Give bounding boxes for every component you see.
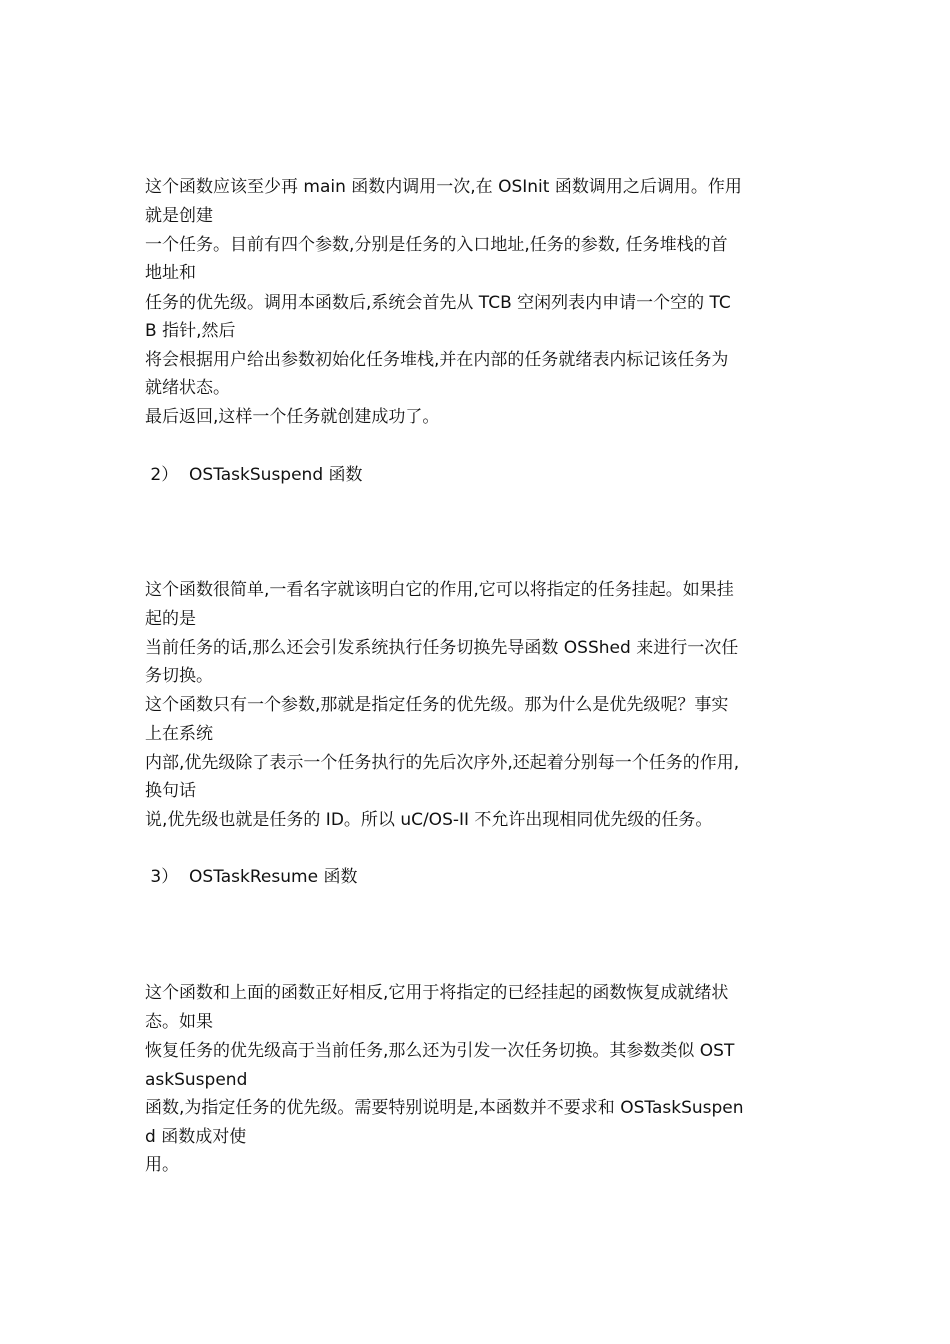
paragraph-line: B 指针,然后	[145, 321, 236, 341]
paragraph-line: 当前任务的话,那么还会引发系统执行任务切换先导函数 OSShed 来进行一次任	[145, 638, 739, 658]
paragraph-line: 起的是	[145, 609, 196, 629]
paragraph-line: 就是创建	[145, 206, 213, 226]
paragraph-line: 地址和	[145, 263, 196, 283]
section-heading: 2） OSTaskSuspend 函数	[145, 465, 363, 485]
paragraph-line: 这个函数和上面的函数正好相反,它用于将指定的已经挂起的函数恢复成就绪状	[145, 983, 729, 1003]
paragraph-line: 就绪状态。	[145, 378, 230, 398]
section-heading: 3） OSTaskResume 函数	[145, 867, 358, 887]
paragraph-line: askSuspend	[145, 1070, 248, 1090]
paragraph-line: d 函数成对使	[145, 1127, 247, 1147]
paragraph-line: 函数,为指定任务的优先级。需要特别说明是,本函数并不要求和 OSTaskSuspen	[145, 1098, 744, 1118]
paragraph-line: 务切换。	[145, 666, 213, 686]
paragraph-line: 说,优先级也就是任务的 ID。所以 uC/OS-II 不允许出现相同优先级的任务。	[145, 810, 713, 830]
paragraph-line: 上在系统	[145, 724, 213, 744]
paragraph-line: 这个函数只有一个参数,那就是指定任务的优先级。那为什么是优先级呢？事实	[145, 695, 729, 715]
paragraph-line: 内部,优先级除了表示一个任务执行的先后次序外,还起着分别每一个任务的作用,	[145, 753, 740, 773]
paragraph-line: 这个函数应该至少再 main 函数内调用一次,在 OSInit 函数调用之后调用。作用	[145, 177, 742, 197]
paragraph-line: 换句话	[145, 781, 196, 801]
paragraph-line: 这个函数很简单,一看名字就该明白它的作用,它可以将指定的任务挂起。如果挂	[145, 580, 734, 600]
paragraph-line: 态。如果	[145, 1012, 213, 1032]
paragraph-line: 用。	[145, 1155, 179, 1175]
paragraph-line: 恢复任务的优先级高于当前任务,那么还为引发一次任务切换。其参数类似 OST	[145, 1041, 735, 1061]
paragraph-line: 将会根据用户给出参数初始化任务堆栈,并在内部的任务就绪表内标记该任务为	[145, 350, 729, 370]
paragraph-line: 一个任务。目前有四个参数,分别是任务的入口地址,任务的参数, 任务堆栈的首	[145, 235, 728, 255]
paragraph-line: 最后返回,这样一个任务就创建成功了。	[145, 407, 440, 427]
paragraph-line: 任务的优先级。调用本函数后,系统会首先从 TCB 空闲列表内申请一个空的 TC	[145, 293, 731, 313]
